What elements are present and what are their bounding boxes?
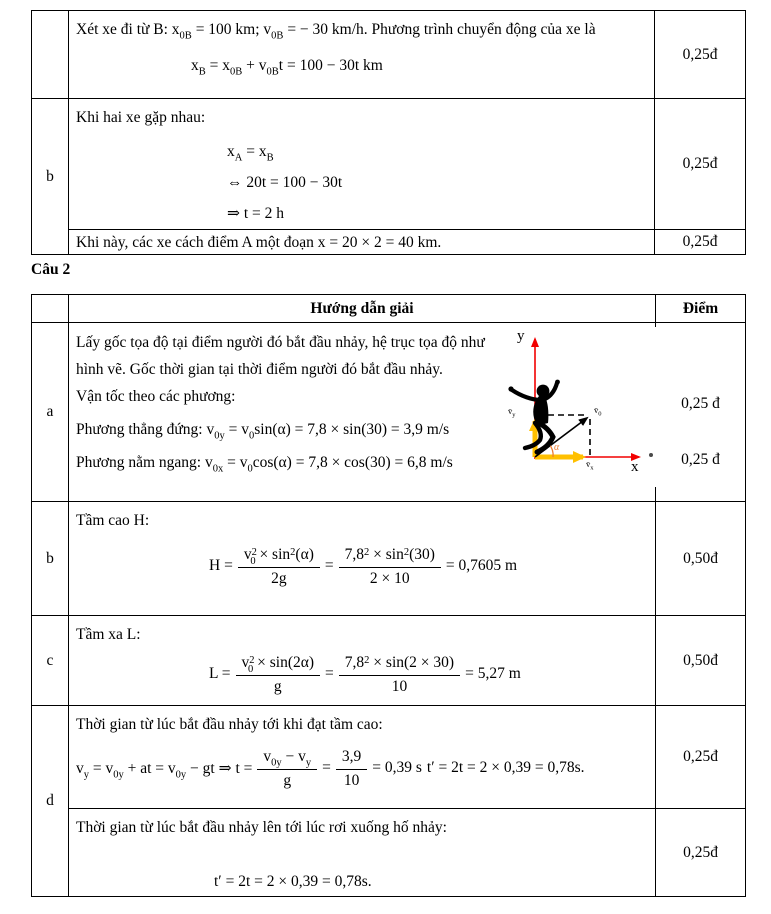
cau1-gap-nhau-cell (69, 99, 655, 230)
header-label-cell-empty (32, 295, 69, 323)
table-row (32, 230, 746, 255)
equation: Phương thẳng đứng: $v_{0y} = v_0\sin(\alpha) = 7,8 \times \sin(30) = 3,9$ m/s (76, 421, 450, 442)
table-row (32, 323, 746, 502)
equation: Phương nằm ngang: $v_{0x} = v_0\cos(\alpha) = 7,8 \times \cos(30) = 6,8$ m/s (76, 454, 453, 475)
cau1-ket-qua-cell (69, 230, 655, 255)
table-row (32, 809, 746, 897)
solution-text: Xét xe đi từ B: $x_{0B} = 100$ km; $v_{0B}$ = − 30 km/h. Phương trình chuyển động của xe là (76, 21, 596, 42)
solution-text: Tầm xa L: (76, 626, 141, 643)
vx-label: $v̄_x$ (586, 459, 594, 472)
points-cell: 0,25đ (656, 809, 746, 897)
points-value: 0,25 đ (681, 395, 720, 412)
row-label-b: b (32, 502, 69, 616)
row-label-a: a (32, 323, 69, 502)
cau2-row-a-cell (69, 323, 656, 502)
equation: $x_B = x_{0B} + v_{0B}t = 100 - 30t$ km (191, 57, 383, 78)
solution-text: Khi này, các xe cách điểm A một đoạn x = 20 × 2 = 40 km. (76, 234, 442, 251)
fraction: $\frac{v^2_0 \times \sin^2(\alpha)}{2g}$ (238, 544, 320, 589)
equation: ⇔ 20t = 100 − 30t (227, 174, 343, 191)
solution-text: Khi hai xe gặp nhau: (76, 109, 206, 126)
cau1-solution-table (31, 10, 746, 255)
solution-text: Thời gian từ lúc bắt đầu nhảy lên tới lúc rơi xuống hố nhảy: (76, 819, 447, 836)
row-label-c: c (32, 616, 69, 706)
table-row (32, 99, 746, 230)
points-cell: 0,50đ (656, 616, 746, 706)
solution-text: Tầm cao H: (76, 512, 150, 529)
cau2-row-c-cell (69, 616, 656, 706)
fraction: $\frac{v^2_0 \times \sin(2\alpha)}{g}$ (236, 652, 321, 697)
coordinate-figure (503, 327, 673, 487)
points-value: 0,25 đ (681, 451, 720, 468)
y-axis-label: y (517, 328, 525, 344)
cau2-solution-table (31, 294, 746, 897)
equation-H: H = $\frac{v^2_0 \times \sin^2(\alpha)}{2g}$ = $\frac{7,8^2 \times \sin^2(30)}{2 \times 10}$ = 0,7605 m (209, 546, 518, 588)
cau1-xe-b-cell (69, 11, 655, 99)
table-header-row (32, 295, 746, 323)
fraction: $\frac{7,8^2 \times \sin(2 \times 30)}{10}$ (339, 652, 460, 697)
alpha-label: α (554, 442, 560, 453)
equation-time-up: $v_y = v_{0y}$ + at = $v_{0y}$ − gt ⇒ t = $\frac{v_{0y} - v_y}{g}$ = $\frac{3,9}{10}$ = 0,39 s t′ = 2t = 2 × 0,39 = 0,78s. (76, 748, 585, 790)
fraction: $\frac{3,9}{10}$ (336, 746, 367, 791)
points-cell: 0,25đ (655, 230, 746, 255)
table-row (32, 502, 746, 616)
x-axis-label: x (631, 459, 639, 475)
cau2-row-b-cell (69, 502, 656, 616)
row-label-d: d (32, 706, 69, 897)
row-label-cell-empty (32, 11, 69, 99)
cau2-row-d1-cell (69, 706, 656, 809)
points-cell: 0,25đ (655, 99, 746, 230)
cau2-row-d2-cell (69, 809, 656, 897)
v0-label: $v̄_0$ (594, 405, 602, 418)
solution-header: Hướng dẫn giải (69, 295, 656, 323)
solution-text: Thời gian từ lúc bắt đầu nhảy tới khi đạt tầm cao: (76, 716, 383, 733)
points-header: Điểm (656, 295, 746, 323)
x-axis-dot (649, 453, 653, 457)
fraction: $\frac{v_{0y} - v_y}{g}$ (257, 746, 317, 791)
solution-text: Lấy gốc tọa độ tại điểm người đó bắt đầu nhảy, hệ trục tọa độ như hình vẽ. Gốc thời gian tại thời điểm người đó bắt đầu nhảy. Vận tốc theo các phương: Phương thẳng đứng: $v_{0y} = v_0\sin(\alpha) = 7,8 \times \sin(30) = 3,9$ m/s Phương nằm ngang: $v_{0x} = v_0\cos(\alpha) = 7,8 \times \cos(30) = 6,8$ m/s (69, 323, 539, 476)
table-row (32, 616, 746, 706)
vy-label: $v̄_y$ (508, 406, 516, 419)
row-label-b: b (32, 99, 69, 255)
equation-block (227, 136, 654, 229)
equation-L: L = $\frac{v^2_0 \times \sin(2\alpha)}{g}$ = $\frac{7,8^2 \times \sin(2 \times 30)}{10}$ = 5,27 m (209, 654, 521, 696)
table-row (32, 706, 746, 809)
points-cell: 0,50đ (656, 502, 746, 616)
equation: ⇒ t = 2 h (227, 205, 285, 222)
equation: $x_A = x_B$ (227, 143, 274, 164)
table-row (32, 11, 746, 99)
points-cell: 0,25đ (655, 11, 746, 99)
section-heading: Câu 2 (31, 261, 71, 278)
equation: t′ = 2t = 2 × 0,39 = 0,78s. (214, 873, 372, 890)
points-cell: 0,25đ (656, 706, 746, 809)
fraction: $\frac{7,8^2 \times \sin^2(30)}{2 \times 10}$ (339, 544, 441, 589)
